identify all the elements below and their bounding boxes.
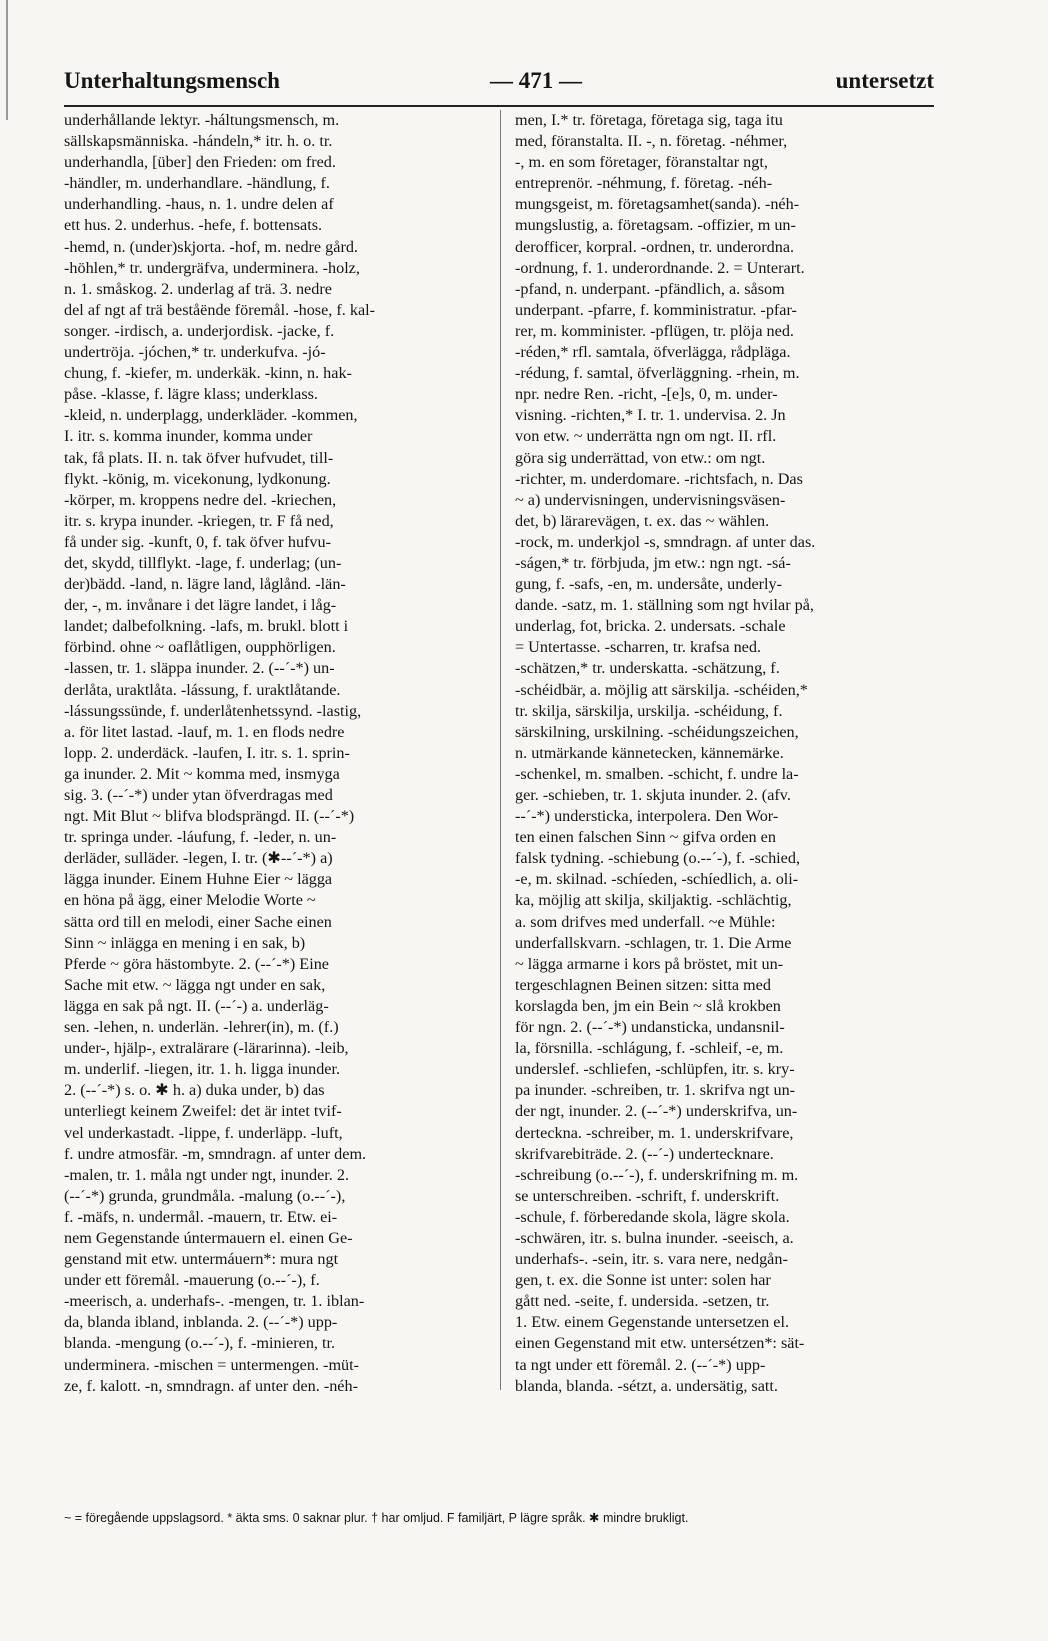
text-line: Sache mit etw. ~ lägga ngt under en sak, xyxy=(64,975,326,994)
text-line: gått ned. -seite, f. undersida. -setzen, tr. xyxy=(515,1292,770,1311)
text-line: ett hus. 2. underhus. -hefe, f. bottensats. xyxy=(64,216,323,235)
page-number: — 471 — xyxy=(490,68,582,93)
text-line: landet; dalbefolkning. -lafs, m. brukl. blott i xyxy=(64,617,349,636)
scan-edge xyxy=(6,0,8,120)
left-running-headword: Unterhaltungsmensch xyxy=(64,68,280,93)
text-line: tr. springa under. -láufung, f. -leder, n. un- xyxy=(64,828,337,847)
text-line: gen, t. ex. die Sonne ist unter: solen har xyxy=(515,1271,771,1290)
text-line: vel underkastadt. -lippe, f. underläpp. -luft, xyxy=(64,1123,343,1142)
text-line: ~ lägga armarne i kors på bröstet, mit un- xyxy=(515,954,784,973)
text-line: la, försnilla. -schlágung, f. -schleif, -e, m. xyxy=(515,1039,784,1058)
text-line: för ngn. 2. (--´-*) undansticka, undansnil- xyxy=(515,1018,785,1037)
text-line: m. underlif. -liegen, itr. 1. h. ligga inunder. xyxy=(64,1060,341,1079)
text-line: -schenkel, m. smalben. -schicht, f. undre la- xyxy=(515,764,799,783)
text-line: del af ngt af trä beståënde föremål. -hose, f. kal- xyxy=(64,300,376,319)
text-line: a. som drifves med underfall. ~e Mühle: xyxy=(515,912,776,931)
text-line: Pferde ~ göra hästombyte. 2. (--´-*) Eine xyxy=(64,954,329,973)
text-line: unterliegt keinem Zweifel: det är intet tvif- xyxy=(64,1102,342,1121)
text-line: der ngt, inunder. 2. (--´-*) underskrifva, un- xyxy=(515,1102,798,1121)
text-line: skrifvarebiträde. 2. (--´-) undertecknare. xyxy=(515,1144,774,1163)
text-line: mungslustig, a. företagsam. -offizier, m un- xyxy=(515,216,796,235)
text-line: särskilning, urskilning. -schéidungszeichen, xyxy=(515,722,799,741)
text-line: men, I.* tr. företaga, företaga sig, taga itu xyxy=(515,111,783,129)
text-line: lägga inunder. Einem Huhne Eier ~ lägga xyxy=(64,870,333,889)
text-line: sig. 3. (--´-*) under ytan öfverdragas med xyxy=(64,786,333,804)
text-line: mungsgeist, m. företagsamhet(sanda). -néh- xyxy=(515,195,800,214)
text-line: det, b) lärarevägen, t. ex. das ~ wählen. xyxy=(515,511,770,530)
text-line: -meerisch, a. underhafs-. -mengen, tr. 1. iblan- xyxy=(64,1292,365,1311)
text-line: -, m. en som företager, föranstaltar ngt, xyxy=(515,153,768,172)
page-header xyxy=(64,68,934,102)
text-line: derteckna. -schreiber, m. 1. underskrifvare, xyxy=(515,1123,794,1142)
text-line: sätta ord till en melodi, einer Sache einen xyxy=(64,912,332,931)
text-line: se unterschreiben. -schrift, f. underskrift. xyxy=(515,1186,780,1205)
text-line: underslef. -schliefen, -schlüpfen, itr. s. kry- xyxy=(515,1060,795,1079)
text-line: rer, m. komminister. -pflügen, tr. plöja ned. xyxy=(515,321,794,340)
text-line: derofficer, korpral. -ordnen, tr. underordna. xyxy=(515,237,795,256)
text-line: ta ngt under ett föremål. 2. (--´-*) upp- xyxy=(515,1355,766,1374)
text-line: f. -mäfs, n. undermål. -mauern, tr. Etw. ei- xyxy=(64,1207,338,1226)
column-divider xyxy=(500,110,501,1390)
text-line: derläder, sulläder. -legen, I. tr. (✱--´-*) a) xyxy=(64,849,333,868)
footnote-legend: ~ = föregående uppslagsord. * äkta sms. 0 saknar plur. † har omljud. F familjärt, P lägre språk. ✱ mindre brukligt. xyxy=(64,1511,689,1525)
header-rule xyxy=(64,105,934,107)
text-line: einen Gegenstand mit etw. untersétzen*: sät- xyxy=(515,1334,805,1353)
text-line: -malen, tr. 1. måla ngt under ngt, inunder. 2. xyxy=(64,1165,350,1184)
text-line: underfallskvarn. -schlagen, tr. 1. Die Arme xyxy=(515,933,792,952)
text-line: -kleid, n. underplagg, underkläder. -kommen, xyxy=(64,406,358,425)
text-line: nem Gegenstande úntermauern el. einen Ge- xyxy=(64,1228,353,1247)
right-column xyxy=(515,110,935,1397)
right-running-headword: untersetzt xyxy=(835,68,934,93)
text-line: ~ a) undervisningen, undervisningsväsen- xyxy=(515,490,786,509)
text-line: göra sig underrättad, von etw.: om ngt. xyxy=(515,448,766,467)
text-line: tr. skilja, särskilja, urskilja. -schéidung, f. xyxy=(515,701,783,720)
text-line: ga inunder. 2. Mit ~ komma med, insmyga xyxy=(64,764,340,783)
text-line: itr. s. krypa inunder. -kriegen, tr. F få ned, xyxy=(64,511,334,530)
text-line: underhållande lektyr. -háltungsmensch, m. xyxy=(64,111,340,129)
text-line: underminera. -mischen = untermengen. -müt- xyxy=(64,1355,360,1374)
text-line: f. undre atmosfär. -m, smndragn. af unter dem. xyxy=(64,1144,367,1163)
text-line: ka, möjlig att skilja, skiljaktig. -schlächtig, xyxy=(515,891,792,910)
text-line: korslagda ben, jm ein Bein ~ slå krokben xyxy=(515,996,781,1015)
text-line: Sinn ~ inlägga en mening i en sak, b) xyxy=(64,933,306,952)
text-line: underpant. -pfarre, f. komministratur. -pfar- xyxy=(515,300,797,319)
text-line: blanda. -mengung (o.--´-), f. -minieren, tr. xyxy=(64,1334,336,1353)
text-line: -richter, m. underdomare. -richtsfach, n. Das xyxy=(515,469,803,488)
text-line: (--´-*) grunda, grundmåla. -malung (o.--´-), xyxy=(64,1186,346,1205)
text-line: songer. -irdisch, a. underjordisk. -jacke, f. xyxy=(64,321,335,340)
text-line: -höhlen,* tr. undergräfva, underminera. -holz, xyxy=(64,258,360,277)
text-line: -körper, m. kroppens nedre del. -kriechen, xyxy=(64,490,337,509)
text-line: -pfand, n. underpant. -pfändlich, a. såsom xyxy=(515,279,785,298)
text-line: ten einen falschen Sinn ~ gifva orden en xyxy=(515,828,776,847)
text-line: n. 1. småskog. 2. underlag af trä. 3. nedre xyxy=(64,279,332,298)
text-line: -e, m. skilnad. -schíeden, -schíedlich, a. oli- xyxy=(515,870,799,889)
text-line: undertröja. -jóchen,* tr. underkufva. -jó- xyxy=(64,343,326,362)
text-line: npr. nedre Ren. -richt, -[e]s, 0, m. under- xyxy=(515,385,778,404)
text-line: -schéidbär, a. möjlig att särskilja. -schéiden,* xyxy=(515,680,808,699)
text-line: lägga en sak på ngt. II. (--´-) a. underläg- xyxy=(64,996,329,1015)
text-line: genstand mit etw. untermáuern*: mura ngt xyxy=(64,1250,339,1269)
text-line: -ordnung, f. 1. underordnande. 2. = Unterart. xyxy=(515,258,805,277)
text-line: -rock, m. underkjol -s, smndragn. af unter das. xyxy=(515,532,816,551)
text-line: tak, få plats. II. n. tak öfver hufvudet, till- xyxy=(64,448,334,467)
text-line: visning. -richten,* I. tr. 1. undervisa. 2. Jn xyxy=(515,406,786,425)
text-line: sen. -lehen, n. underlän. -lehrer(in), m. (f.) xyxy=(64,1018,339,1037)
text-line: förbind. ohne ~ oaflåtligen, oupphörligen. xyxy=(64,638,336,657)
text-line: lopp. 2. underdäck. -laufen, I. itr. s. 1. sprin- xyxy=(64,743,350,762)
text-line: med, föranstalta. II. -, n. företag. -néhmer, xyxy=(515,132,788,151)
text-line: 2. (--´-*) s. o. ✱ h. a) duka under, b) das xyxy=(64,1081,325,1100)
text-line: ger. -schieben, tr. 1. skjuta inunder. 2. (afv. xyxy=(515,786,791,804)
text-line: -lassen, tr. 1. släppa inunder. 2. (--´-*) un- xyxy=(64,659,335,678)
text-line: chung, f. -kiefer, m. underkäk. -kinn, n. hak- xyxy=(64,364,352,383)
text-line: -schätzen,* tr. underskatta. -schätzung, f. xyxy=(515,659,780,678)
text-line: -hemd, n. (under)skjorta. -hof, m. nedre gård. xyxy=(64,237,358,256)
text-line: a. för litet lastad. -lauf, m. 1. en flods nedre xyxy=(64,722,345,741)
text-line: -händler, m. underhandlare. -händlung, f. xyxy=(64,174,330,193)
text-line: få under sig. -kunft, 0, f. tak öfver hufvu- xyxy=(64,532,332,551)
text-line: underhandling. -haus, n. 1. undre delen af xyxy=(64,195,334,214)
text-line: ngt. Mit Blut ~ blifva blodsprängd. II. (--´-*) xyxy=(64,807,355,826)
text-line: underlag, fot, bricka. 2. undersats. -schale xyxy=(515,617,786,636)
text-line: I. itr. s. komma inunder, komma under xyxy=(64,427,313,446)
text-line: under ett föremål. -mauerung (o.--´-), f. xyxy=(64,1271,320,1290)
text-line: der)bädd. -land, n. lägre land, låglånd. -län- xyxy=(64,575,346,594)
text-line: entreprenör. -néhmung, f. företag. -néh- xyxy=(515,174,773,193)
text-line: n. utmärkande kännetecken, kännemärke. xyxy=(515,743,784,762)
text-line: tergeschlagnen Beinen sitzen: sitta med xyxy=(515,975,771,994)
text-line: en höna på ägg, einer Melodie Worte ~ xyxy=(64,891,316,910)
text-line: -schwären, itr. s. bulna inunder. -seeisch, a. xyxy=(515,1228,794,1247)
text-line: -ságen,* tr. förbjuda, jm etw.: ngn ngt. -sá- xyxy=(515,553,791,572)
text-line: underhandla, [über] den Frieden: om fred. xyxy=(64,153,336,172)
text-line: flykt. -könig, m. vicekonung, lydkonung. xyxy=(64,469,331,488)
text-line: --´-*) understicka, interpolera. Den Wor- xyxy=(515,807,779,826)
text-line: derlåta, uraktlåta. -lássung, f. uraktlåtande. xyxy=(64,680,341,699)
text-line: falsk tydning. -schiebung (o.--´-), f. -schied, xyxy=(515,849,800,868)
text-line: -rédung, f. samtal, öfverläggning. -rhein, m. xyxy=(515,364,800,383)
text-line: da, blanda ibland, inblanda. 2. (--´-*) upp- xyxy=(64,1313,338,1332)
text-line: -schule, f. förberedande skola, lägre skola. xyxy=(515,1207,790,1226)
left-column xyxy=(64,110,482,1397)
text-line: der, -, m. invånare i det lägre landet, i låg- xyxy=(64,596,337,615)
text-line: under-, hjälp-, extralärare (-lärarinna). -leib, xyxy=(64,1039,349,1058)
text-line: gung, f. -safs, -en, m. undersåte, underly- xyxy=(515,575,783,594)
text-line: -réden,* rfl. samtala, öfverlägga, rådpläga. xyxy=(515,343,791,362)
text-line: påse. -klasse, f. lägre klass; underklass. xyxy=(64,385,318,404)
text-line: -schreibung (o.--´-), f. underskrifning m. m. xyxy=(515,1165,799,1184)
text-line: sällskapsmänniska. -hándeln,* itr. h. o. tr. xyxy=(64,132,333,151)
text-line: -lássungssünde, f. underlåtenhetssynd. -lastig, xyxy=(64,701,362,720)
text-line: = Untertasse. -scharren, tr. krafsa ned. xyxy=(515,638,761,657)
text-line: 1. Etw. einem Gegenstande untersetzen el. xyxy=(515,1313,790,1332)
text-line: pa inunder. -schreiben, tr. 1. skrifva ngt un- xyxy=(515,1081,796,1100)
text-line: von etw. ~ underrätta ngn om ngt. II. rfl. xyxy=(515,427,777,446)
text-line: det, skydd, tillflykt. -lage, f. underlag; (un- xyxy=(64,553,342,572)
text-line: dande. -satz, m. 1. ställning som ngt hvilar på, xyxy=(515,596,814,615)
text-line: ze, f. kalott. -n, smndragn. af unter den. -néh- xyxy=(64,1376,358,1395)
text-line: underhafs-. -sein, itr. s. vara nere, nedgån- xyxy=(515,1250,788,1269)
text-line: blanda, blanda. -sétzt, a. undersätig, satt. xyxy=(515,1376,778,1395)
